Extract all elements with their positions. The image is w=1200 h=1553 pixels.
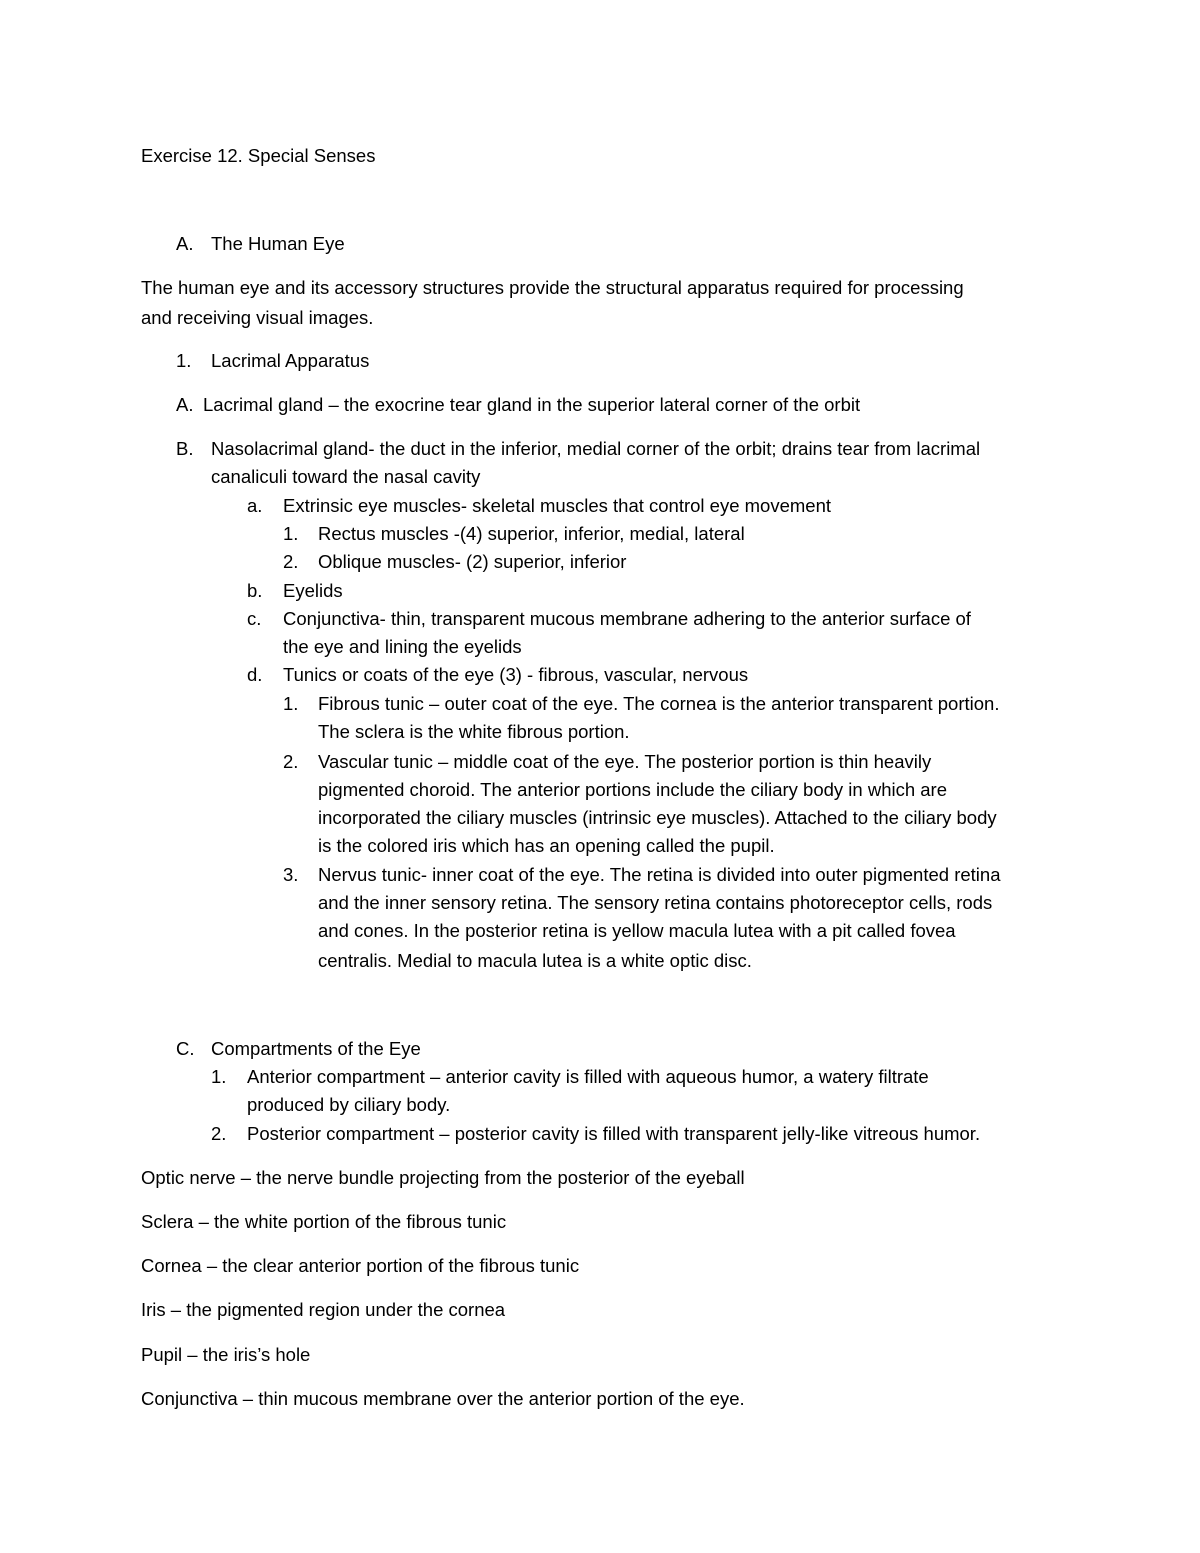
sub-b-text: Eyelids <box>283 580 343 601</box>
section-c2-marker: 2. <box>211 1123 227 1144</box>
lacrimal-marker: 1. <box>176 350 192 371</box>
nasolacrimal-line-1: Nasolacrimal gland- the duct in the inferior, medial corner of the orbit; drains tear from lacrimal <box>211 438 981 459</box>
definition-iris: Iris – the pigmented region under the cornea <box>141 1299 506 1320</box>
lacrimal-gland-text: Lacrimal gland – the exocrine tear gland in the superior lateral corner of the orbit <box>203 394 861 415</box>
sub-d2-line-3: incorporated the ciliary muscles (intrinsic eye muscles). Attached to the ciliary body <box>318 807 997 828</box>
section-c2-text: Posterior compartment – posterior cavity is filled with transparent jelly-like vitreous humor. <box>247 1123 981 1144</box>
sub-b-marker: b. <box>247 580 263 601</box>
sub-d-marker: d. <box>247 664 263 685</box>
sub-d2-line-4: is the colored iris which has an opening called the pupil. <box>318 835 775 856</box>
sub-d1-line-2: The sclera is the white fibrous portion. <box>318 721 630 742</box>
sub-a1-marker: 1. <box>283 523 299 544</box>
nasolacrimal-line-2: canaliculi toward the nasal cavity <box>211 466 481 487</box>
definition-conjunctiva: Conjunctiva – thin mucous membrane over the anterior portion of the eye. <box>141 1388 745 1409</box>
intro-line-2: and receiving visual images. <box>141 307 374 328</box>
sub-d1-line-1: Fibrous tunic – outer coat of the eye. The cornea is the anterior transparent portion. <box>318 693 1000 714</box>
sub-d3-marker: 3. <box>283 864 299 885</box>
sub-c-line-2: the eye and lining the eyelids <box>283 636 522 657</box>
sub-d-text: Tunics or coats of the eye (3) - fibrous, vascular, nervous <box>283 664 749 685</box>
intro-line-1: The human eye and its accessory structures provide the structural apparatus required for processing <box>141 277 964 298</box>
definition-cornea: Cornea – the clear anterior portion of the fibrous tunic <box>141 1255 580 1276</box>
sub-a-text: Extrinsic eye muscles- skeletal muscles that control eye movement <box>283 495 832 516</box>
section-a-marker: A. <box>176 233 194 254</box>
sub-a-marker: a. <box>247 495 263 516</box>
page-title: Exercise 12. Special Senses <box>141 145 376 166</box>
section-c1-line-2: produced by ciliary body. <box>247 1094 451 1115</box>
nasolacrimal-marker: B. <box>176 438 194 459</box>
section-c1-line-1: Anterior compartment – anterior cavity is filled with aqueous humor, a watery filtrate <box>247 1066 929 1087</box>
sub-d2-marker: 2. <box>283 751 299 772</box>
sub-d3-line-4: centralis. Medial to macula lutea is a white optic disc. <box>318 950 752 971</box>
lacrimal-gland-marker: A. <box>176 394 194 415</box>
sub-d3-line-1: Nervus tunic- inner coat of the eye. The retina is divided into outer pigmented retina <box>318 864 1001 885</box>
sub-a2-marker: 2. <box>283 551 299 572</box>
definition-pupil: Pupil – the iris’s hole <box>141 1344 311 1365</box>
section-c-heading: Compartments of the Eye <box>211 1038 421 1059</box>
sub-d2-line-1: Vascular tunic – middle coat of the eye. The posterior portion is thin heavily <box>318 751 932 772</box>
sub-d3-line-2: and the inner sensory retina. The sensory retina contains photoreceptor cells, rods <box>318 892 993 913</box>
sub-d1-marker: 1. <box>283 693 299 714</box>
sub-d3-line-3: and cones. In the posterior retina is yellow macula lutea with a pit called fovea <box>318 920 956 941</box>
definition-optic-nerve: Optic nerve – the nerve bundle projecting from the posterior of the eyeball <box>141 1167 745 1188</box>
section-c1-marker: 1. <box>211 1066 227 1087</box>
section-c-marker: C. <box>176 1038 195 1059</box>
lacrimal-heading: Lacrimal Apparatus <box>211 350 370 371</box>
sub-a2-text: Oblique muscles- (2) superior, inferior <box>318 551 627 572</box>
definition-sclera: Sclera – the white portion of the fibrous tunic <box>141 1211 507 1232</box>
section-a-heading: The Human Eye <box>211 233 345 254</box>
sub-d2-line-2: pigmented choroid. The anterior portions include the ciliary body in which are <box>318 779 948 800</box>
sub-a1-text: Rectus muscles -(4) superior, inferior, medial, lateral <box>318 523 745 544</box>
sub-c-marker: c. <box>247 608 262 629</box>
sub-c-line-1: Conjunctiva- thin, transparent mucous membrane adhering to the anterior surface of <box>283 608 971 629</box>
